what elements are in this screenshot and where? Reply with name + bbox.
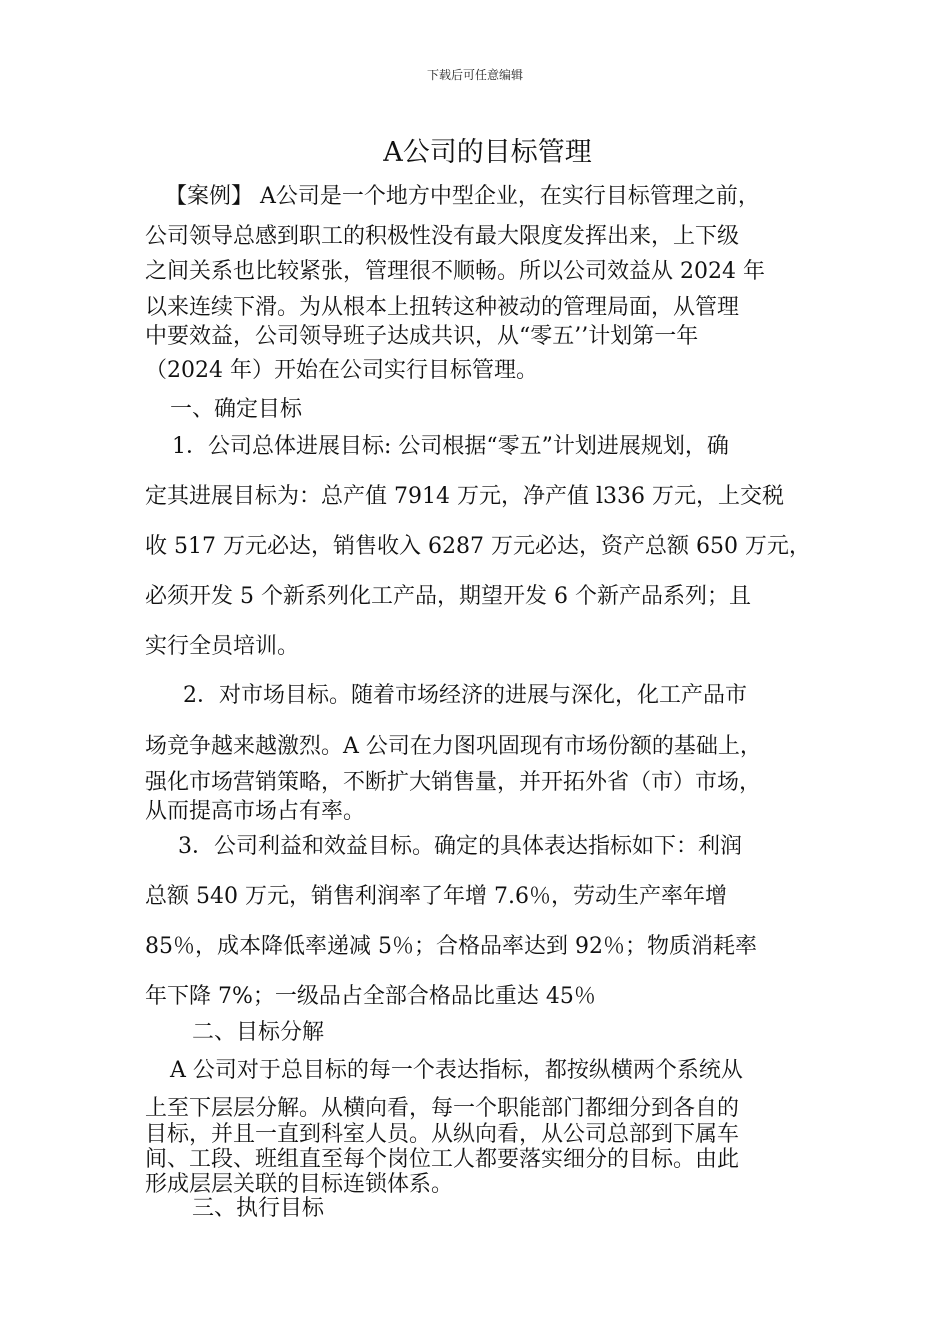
text-line: 【案例】 A公司是一个地方中型企业，在实行目标管理之前， — [165, 184, 760, 209]
page-title: A公司的目标管理 — [383, 137, 592, 168]
text-line: 间、工段、班组直至每个岗位工人都要落实细分的目标。由此 — [145, 1147, 740, 1172]
text-line: 场竞争越来越激烈。A 公司在力图巩固现有市场份额的基础上， — [145, 734, 762, 759]
text-line: 收 517 万元必达，销售收入 6287 万元必达，资产总额 650 万元， — [145, 534, 811, 559]
section-heading: 二、目标分解 — [192, 1020, 325, 1045]
text-line: 年下降 7%；一级品占全部合格品比重达 45％ — [145, 984, 596, 1009]
text-line: 总额 540 万元，销售利润率了年增 7.6％，劳动生产率年增 — [145, 884, 727, 909]
text-line: 强化市场营销策略，不断扩大销售量，并开拓外省（市）市场， — [145, 770, 762, 795]
text-line: 中要效益，公司领导班子达成共识，从“零五’’计划第一年 — [145, 324, 699, 349]
section-heading: 一、确定目标 — [170, 397, 303, 422]
text-line: （2024 年）开始在公司实行目标管理。 — [145, 358, 538, 383]
page-header-note: 下载后可任意编辑 — [426, 68, 523, 82]
text-line: 以来连续下滑。为从根本上扭转这种被动的管理局面，从管理 — [145, 295, 740, 320]
text-line: 实行全员培训。 — [145, 634, 300, 659]
text-line: 必须开发 5 个新系列化工产品，期望开发 6 个新产品系列；且 — [145, 584, 751, 609]
text-line: 之间关系也比较紧张，管理很不顺畅。所以公司效益从 2024 年 — [145, 259, 765, 284]
text-line: 上至下层层分解。从横向看，每一个职能部门都细分到各自的 — [145, 1096, 740, 1121]
text-line: 3．公司利益和效益目标。确定的具体表达指标如下：利润 — [178, 834, 742, 859]
text-line: A 公司对于总目标的每一个表达指标，都按纵横两个系统从 — [170, 1058, 743, 1083]
text-line: 2．对市场目标。随着市场经济的进展与深化，化工产品市 — [183, 683, 747, 708]
text-line: 从而提高市场占有率。 — [145, 799, 366, 824]
text-line: 定其进展目标为：总产值 7914 万元，净产值 l336 万元，上交税 — [145, 484, 784, 509]
text-line: 形成层层关联的目标连锁体系。 — [145, 1172, 454, 1197]
section-heading: 三、执行目标 — [192, 1196, 325, 1221]
text-line: 目标，并且一直到科室人员。从纵向看，从公司总部到下属车 — [145, 1122, 740, 1147]
text-line: 公司领导总感到职工的积极性没有最大限度发挥出来，上下级 — [145, 224, 740, 249]
text-line: 85％，成本降低率递减 5％；合格品率达到 92％；物质消耗率 — [145, 934, 757, 959]
text-line: 1．公司总体进展目标: 公司根据“零五”计划进展规划，确 — [172, 434, 729, 459]
